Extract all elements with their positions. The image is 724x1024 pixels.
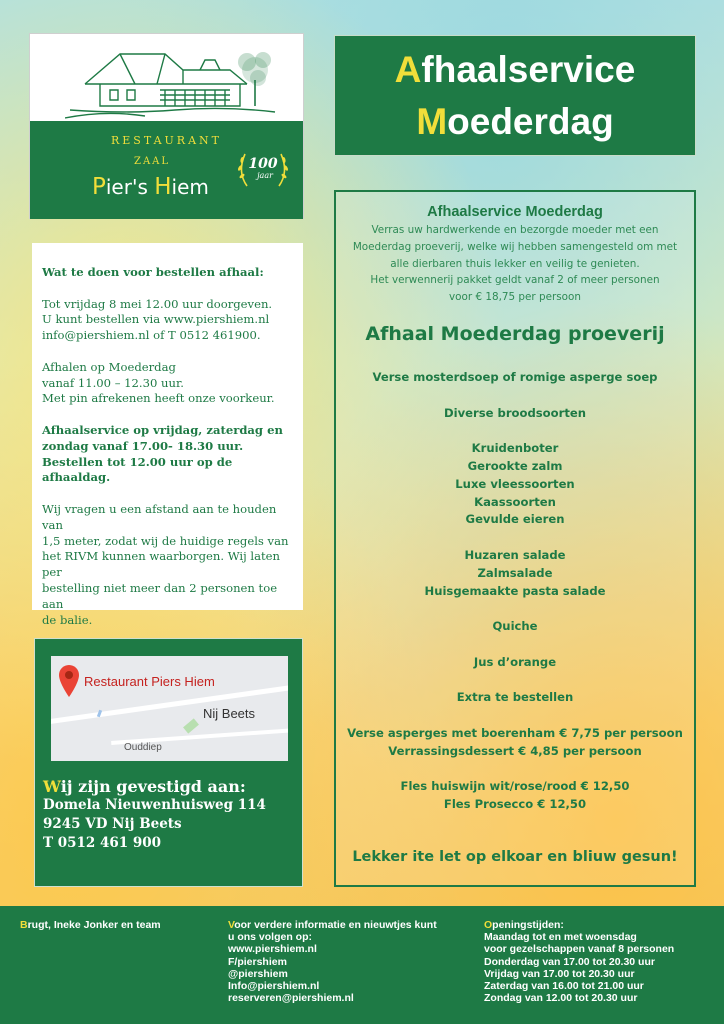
opening-hours-line: Maandag tot en met woensdag	[484, 931, 637, 944]
title-line-1-rest: fhaalservice	[421, 49, 636, 90]
distance-line: bestelling niet meer dan 2 personen toe aan	[42, 580, 278, 611]
opening-hours-line: Zondag van 12.00 tot 20.30 uur	[484, 992, 638, 1005]
service-line: Bestellen tot 12.00 uur op de afhaaldag.	[42, 454, 233, 485]
menu-title: Afhaalservice Moederdag	[427, 204, 603, 220]
footer-contact-line: u ons volgen op:	[228, 931, 312, 944]
menu-box	[334, 190, 696, 887]
menu-item: Kaassoorten	[474, 494, 556, 509]
menu-intro	[342, 222, 688, 306]
logo-name-h: H	[154, 174, 172, 200]
footer-info-email[interactable]: Info@piershiem.nl	[228, 980, 320, 993]
menu-item: Huzaren salade	[464, 547, 566, 562]
opening-hours-cap: O	[484, 919, 493, 931]
address-heading-cap: W	[43, 777, 61, 796]
intro-line: Het verwennerij pakket geldt vanaf 2 of meer personen	[370, 274, 660, 287]
building-drawing-icon	[65, 40, 280, 120]
address-box	[34, 638, 303, 887]
pickup-line: Afhalen op Moederdag	[42, 359, 176, 374]
title-line-1	[335, 44, 695, 96]
order-paragraph	[42, 297, 293, 344]
footer-facebook-link[interactable]: F/piershiem	[228, 955, 287, 968]
intro-line: Moederdag proeverij, welke wij hebben samengesteld om met	[352, 240, 678, 253]
menu-item: Fles Prosecco € 12,50	[443, 797, 587, 812]
footer-bar	[0, 906, 724, 1024]
intro-line: Verras uw hardwerkende en bezorgde moeder met een	[371, 224, 659, 236]
logo-name-p: P	[92, 174, 106, 200]
footer-contact-first-rest: oor verdere informatie en nieuwtjes kunt	[234, 919, 437, 931]
footer-signoff-text: rugt, Ineke Jonker en team	[27, 919, 161, 931]
menu-items	[336, 369, 694, 814]
menu-item: Verse asperges met boerenham € 7,75 per persoon	[347, 725, 683, 740]
order-line: U kunt bestellen via www.piershiem.nl	[42, 312, 270, 327]
map-town-label: Nij Beets	[203, 706, 256, 721]
logo-restaurant-text: RESTAURANT	[111, 134, 222, 147]
intro-line: voor € 18,75 per persoon	[449, 291, 581, 304]
menu-item: Extra te bestellen	[456, 690, 574, 705]
menu-heading: Afhaal Moederdag proeverij	[365, 323, 665, 345]
title-line-2-rest: oederdag	[447, 101, 614, 142]
map-place-label: Restaurant Piers Hiem	[84, 674, 215, 689]
distance-line: Wij vragen u een afstand aan te houden van	[42, 501, 277, 532]
instructions-heading: Wat te doen voor bestellen afhaal:	[42, 265, 264, 279]
menu-footer-slogan: Lekker ite let op elkoar en bliuw gesun!	[352, 849, 678, 865]
menu-item: Luxe vleessoorten	[455, 476, 575, 491]
logo-name-mid: ier's	[105, 175, 155, 199]
pickup-line: Met pin afrekenen heeft onze voorkeur.	[42, 391, 275, 406]
footer-website-link[interactable]: www.piershiem.nl	[228, 943, 317, 956]
pickup-paragraph	[42, 360, 293, 407]
menu-item: Huisgemaakte pasta salade	[424, 583, 606, 598]
opening-hours-line: Vrijdag van 17.00 tot 20.30 uur	[484, 967, 635, 980]
address-heading-rest: ij zijn gevestigd aan:	[60, 777, 246, 796]
map-street-label: Ouddiep	[124, 742, 162, 753]
menu-item: Zalmsalade	[477, 565, 553, 580]
order-instructions	[32, 243, 303, 627]
address-heading	[43, 777, 266, 796]
logo-name	[92, 174, 209, 200]
distance-paragraph	[42, 502, 293, 628]
opening-hours-line: voor gezelschappen vanaf 8 personen	[484, 943, 675, 956]
footer-social-handle[interactable]: @piershiem	[228, 967, 288, 980]
restaurant-logo	[29, 33, 304, 219]
distance-line: de balie.	[42, 612, 93, 627]
menu-item: Verse mosterdsoep of romige asperge soep	[372, 370, 658, 384]
pickup-line: vanaf 11.00 – 12.30 uur.	[42, 375, 184, 390]
service-paragraph	[42, 423, 293, 486]
footer-contact-cap: V	[228, 919, 235, 931]
address-phone: T 0512 461 900	[43, 835, 162, 851]
footer-contact	[228, 919, 437, 1004]
jubilee-word: jaar	[257, 171, 273, 180]
intro-line: alle dierbaren thuis lekker en veilig te genieten.	[390, 257, 640, 270]
menu-item: Diverse broodsoorten	[444, 405, 586, 420]
address-street: Domela Nieuwenhuisweg 114	[43, 797, 266, 813]
map-pin-icon	[58, 664, 80, 698]
order-line: info@piershiem.nl of T 0512 461900.	[42, 328, 261, 343]
distance-line: het RIVM kunnen waarborgen. Wij laten per	[42, 549, 281, 580]
footer-reservation-email[interactable]: reserveren@piershiem.nl	[228, 992, 354, 1005]
opening-hours-line: Donderdag van 17.00 tot 20.30 uur	[484, 955, 655, 968]
opening-hours-heading	[484, 919, 674, 931]
order-line: Tot vrijdag 8 mei 12.00 uur doorgeven.	[42, 296, 273, 311]
footer-contact-first	[228, 919, 437, 931]
logo-illustration	[30, 34, 303, 121]
service-line: Afhaalservice op vrijdag, zaterdag en	[42, 422, 283, 437]
location-map[interactable]	[51, 656, 288, 761]
footer-signoff	[20, 919, 161, 931]
title-line-1-cap: A	[394, 49, 422, 90]
menu-item: Quiche	[492, 619, 538, 634]
logo-banner	[30, 121, 303, 219]
title-banner	[334, 35, 696, 156]
menu-item: Kruidenboter	[471, 441, 559, 456]
menu-item: Verrassingsdessert € 4,85 per persoon	[388, 743, 642, 758]
address-postal: 9245 VD Nij Beets	[43, 816, 182, 832]
logo-zaal-text: ZAAL	[134, 156, 171, 167]
menu-item: Jus d’orange	[473, 654, 557, 669]
logo-name-end: iem	[171, 175, 209, 199]
menu-item: Fles huiswijn wit/rose/rood € 12,50	[400, 779, 630, 794]
map-park	[183, 718, 199, 733]
distance-line: 1,5 meter, zodat wij de huidige regels van	[42, 533, 289, 548]
address-text	[43, 777, 266, 853]
opening-hours-heading-rest: peningstijden:	[492, 919, 564, 931]
service-line: zondag vanaf 17.00- 18.30 uur.	[42, 438, 244, 453]
footer-signoff-cap: B	[20, 919, 28, 931]
jubilee-laurel-icon	[235, 146, 291, 194]
menu-item: Gerookte zalm	[467, 458, 563, 473]
jubilee-number: 100	[248, 156, 278, 172]
opening-hours-line: Zaterdag van 16.00 tot 21.00 uur	[484, 980, 644, 993]
footer-opening-hours	[484, 919, 674, 1004]
menu-item: Gevulde eieren	[465, 512, 565, 527]
title-line-2	[335, 96, 695, 148]
title-line-2-cap: M	[416, 101, 448, 142]
